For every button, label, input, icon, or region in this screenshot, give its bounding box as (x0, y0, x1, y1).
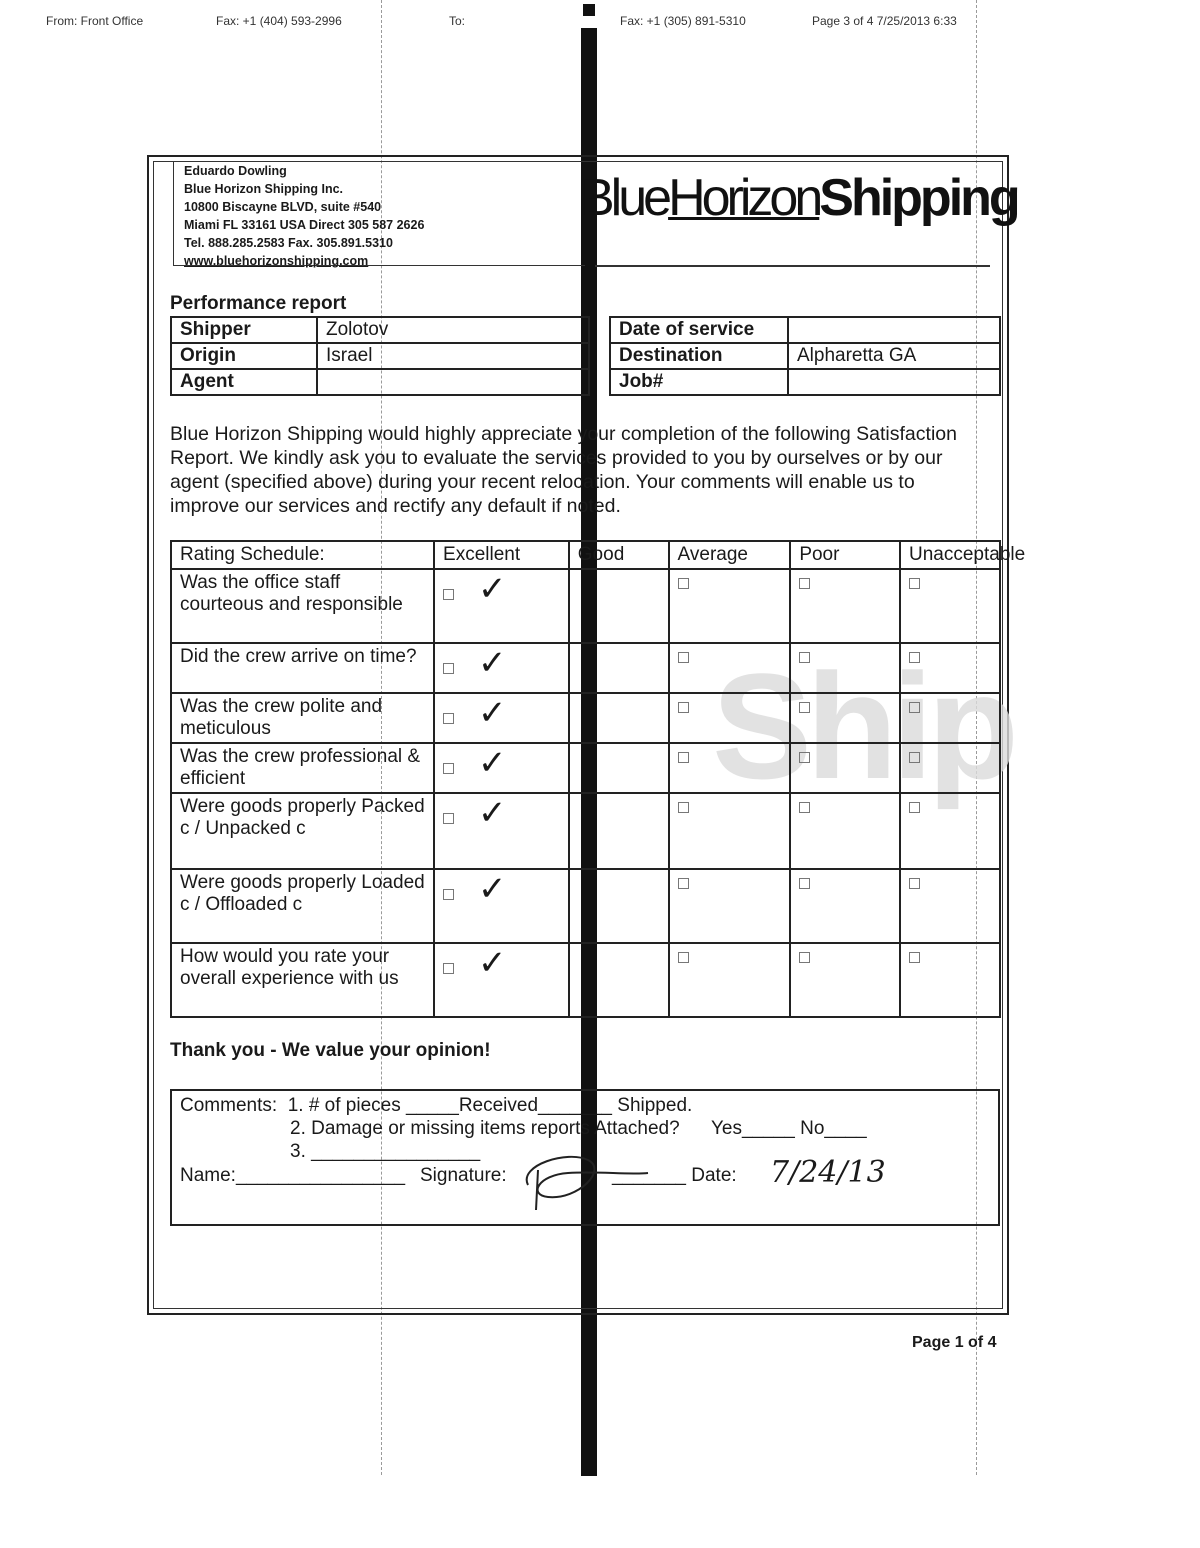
page-footer: Page 1 of 4 (912, 1334, 997, 1351)
rating-cell-excellent[interactable] (434, 569, 569, 643)
checkbox-icon[interactable] (909, 702, 920, 713)
rating-cell-excellent[interactable] (434, 743, 569, 793)
destination-value: Alpharetta GA (788, 343, 1000, 369)
checkbox-icon[interactable] (909, 878, 920, 889)
origin-value: Israel (317, 343, 589, 369)
origin-label: Origin (171, 343, 317, 369)
date-field-label: _______ Date: (612, 1165, 737, 1186)
checkbox-icon[interactable] (443, 663, 454, 674)
handwritten-check-mark: ✓ (478, 693, 507, 733)
header-rating-schedule: Rating Schedule: (171, 541, 434, 569)
agent-label: Agent (171, 369, 317, 395)
rating-cell-average[interactable] (669, 869, 791, 943)
rating-cell-average[interactable] (669, 693, 791, 743)
rating-cell-poor[interactable] (790, 869, 900, 943)
handwritten-check-mark: ✓ (478, 793, 507, 833)
company-logo (580, 168, 1018, 228)
rating-cell-good[interactable] (569, 643, 669, 693)
rating-cell-good[interactable] (569, 943, 669, 1017)
intro-paragraph: Blue Horizon Shipping would highly appreciate your completion of the following Satisfaction Report. We kindly ask you to evaluate the services provided to you by ourselves or by our agent (specified above) during your recent relocation. Your comments will enable us to improve our services and rectify any default if noted. (170, 423, 957, 517)
rating-cell-poor[interactable] (790, 743, 900, 793)
job-label: Job# (610, 369, 788, 395)
rating-question: Was the crew professional & efficient (171, 743, 434, 793)
rating-cell-poor[interactable] (790, 793, 900, 869)
header-poor: Poor (790, 541, 900, 569)
handwritten-check-mark: ✓ (478, 869, 507, 909)
checkbox-icon[interactable] (909, 952, 920, 963)
rating-cell-excellent[interactable] (434, 643, 569, 693)
logo-part-horizon: Horizon (668, 169, 820, 227)
checkbox-icon[interactable] (443, 589, 454, 600)
comments-line-2: 2. Damage or missing items reports Attached? Yes_____ No____ (290, 1118, 867, 1139)
header-average: Average (669, 541, 791, 569)
report-title: Performance report (170, 293, 347, 314)
shipper-label: Shipper (171, 317, 317, 343)
rating-row (171, 693, 1000, 743)
checkbox-icon[interactable] (799, 752, 810, 763)
fax-from: From: Front Office (46, 14, 144, 28)
rating-cell-unacceptable[interactable] (900, 693, 1000, 743)
checkbox-icon[interactable] (799, 578, 810, 589)
address-line-2: Miami FL 33161 USA Direct 305 587 2626 (184, 218, 425, 232)
rating-question: How would you rate your overall experience with us (171, 943, 434, 1017)
header-good: Good (569, 541, 669, 569)
website-link[interactable]: www.bluehorizonshipping.com (184, 254, 369, 268)
company-address-block (173, 162, 585, 266)
checkbox-icon[interactable] (909, 652, 920, 663)
handwritten-check-mark: ✓ (478, 569, 507, 609)
name-field[interactable]: Name:________________ (180, 1165, 406, 1186)
checkbox-icon[interactable] (678, 952, 689, 963)
rating-cell-unacceptable[interactable] (900, 743, 1000, 793)
date-of-service-value (788, 317, 1000, 343)
rating-cell-poor[interactable] (790, 943, 900, 1017)
header-unacceptable: Unacceptable (900, 541, 1000, 569)
signature-scribble (508, 1145, 658, 1215)
signature-field[interactable]: Signature: (420, 1165, 507, 1186)
checkbox-icon[interactable] (799, 702, 810, 713)
destination-label: Destination (610, 343, 788, 369)
rating-table (170, 540, 1026, 1018)
phone-fax: Tel. 888.285.2583 Fax. 305.891.5310 (184, 236, 393, 250)
checkbox-icon[interactable] (443, 713, 454, 724)
rating-cell-poor[interactable] (790, 569, 900, 643)
checkbox-icon[interactable] (678, 802, 689, 813)
checkbox-icon[interactable] (678, 652, 689, 663)
rating-cell-unacceptable[interactable] (900, 569, 1000, 643)
job-value (788, 369, 1000, 395)
address-line-1: 10800 Biscayne BLVD, suite #540 (184, 200, 382, 214)
fax-page-info: Page 3 of 4 7/25/2013 6:33 (812, 14, 957, 28)
rating-row (171, 643, 1000, 693)
logo-part-blue: Blue (580, 169, 669, 227)
checkbox-icon[interactable] (799, 652, 810, 663)
handwritten-check-mark: ✓ (478, 943, 507, 983)
date-field-value[interactable]: 7/24/13 (770, 1155, 886, 1190)
checkbox-icon[interactable] (799, 802, 810, 813)
rating-question: Did the crew arrive on time? (171, 643, 434, 693)
thank-you-note: Thank you - We value your opinion! (170, 1040, 491, 1061)
checkbox-icon[interactable] (909, 802, 920, 813)
rating-cell-excellent[interactable] (434, 943, 569, 1017)
contact-name: Eduardo Dowling (184, 164, 287, 178)
fax-to: To: (449, 14, 466, 28)
rating-row (171, 943, 1000, 1017)
rating-cell-excellent[interactable] (434, 693, 569, 743)
checkbox-icon[interactable] (678, 702, 689, 713)
rating-cell-unacceptable[interactable] (900, 943, 1000, 1017)
handwritten-check-mark: ✓ (478, 743, 507, 783)
faded-stamp: Ship (712, 642, 1013, 810)
handwritten-check-mark: ✓ (478, 643, 507, 683)
checkbox-icon[interactable] (909, 578, 920, 589)
checkbox-icon[interactable] (799, 952, 810, 963)
checkbox-icon[interactable] (678, 578, 689, 589)
rating-cell-good[interactable] (569, 869, 669, 943)
checkbox-icon[interactable] (443, 763, 454, 774)
rating-cell-unacceptable[interactable] (900, 643, 1000, 693)
fax-to-number: Fax: +1 (305) 891-5310 (620, 14, 746, 28)
checkbox-icon[interactable] (678, 878, 689, 889)
rating-question: Was the crew polite and meticulous (171, 693, 434, 743)
checkbox-icon[interactable] (443, 963, 454, 974)
rating-row (171, 743, 1000, 793)
rating-cell-poor[interactable] (790, 693, 900, 743)
rating-row (171, 569, 1000, 643)
agent-value (317, 369, 589, 395)
comments-line-3: 3. ________________ (290, 1141, 481, 1162)
rating-cell-good[interactable] (569, 793, 669, 869)
service-info-table (609, 316, 1001, 396)
rating-cell-good[interactable] (569, 569, 669, 643)
rating-cell-excellent[interactable] (434, 869, 569, 943)
checkbox-icon[interactable] (799, 878, 810, 889)
scan-mark (583, 4, 595, 16)
checkbox-icon[interactable] (443, 889, 454, 900)
rating-cell-unacceptable[interactable] (900, 869, 1000, 943)
shipper-value: Zolotov (317, 317, 589, 343)
rating-cell-average[interactable] (669, 743, 791, 793)
header-excellent: Excellent (434, 541, 569, 569)
rating-cell-poor[interactable] (790, 643, 900, 693)
rating-cell-good[interactable] (569, 743, 669, 793)
rating-cell-average[interactable] (669, 643, 791, 693)
rating-row (171, 793, 1000, 869)
rating-cell-average[interactable] (669, 943, 791, 1017)
rating-cell-unacceptable[interactable] (900, 793, 1000, 869)
rating-cell-excellent[interactable] (434, 793, 569, 869)
rating-question: Was the office staff courteous and responsible (171, 569, 434, 643)
rating-question: Were goods properly Packed c / Unpacked c (171, 793, 434, 869)
rating-cell-average[interactable] (669, 793, 791, 869)
fax-from-number: Fax: +1 (404) 593-2996 (216, 14, 342, 28)
comments-line-1: Comments: 1. # of pieces _____Received_______ Shipped. (180, 1095, 693, 1116)
logo-part-shipping: Shipping (819, 169, 1018, 227)
date-of-service-label: Date of service (610, 317, 788, 343)
rating-cell-average[interactable] (669, 569, 791, 643)
logo-underline (595, 265, 990, 267)
checkbox-icon[interactable] (443, 813, 454, 824)
rating-question: Were goods properly Loaded c / Offloaded c (171, 869, 434, 943)
company-name: Blue Horizon Shipping Inc. (184, 182, 344, 196)
checkbox-icon[interactable] (909, 752, 920, 763)
checkbox-icon[interactable] (678, 752, 689, 763)
shipper-info-table (170, 316, 590, 396)
rating-cell-good[interactable] (569, 693, 669, 743)
rating-row (171, 869, 1000, 943)
